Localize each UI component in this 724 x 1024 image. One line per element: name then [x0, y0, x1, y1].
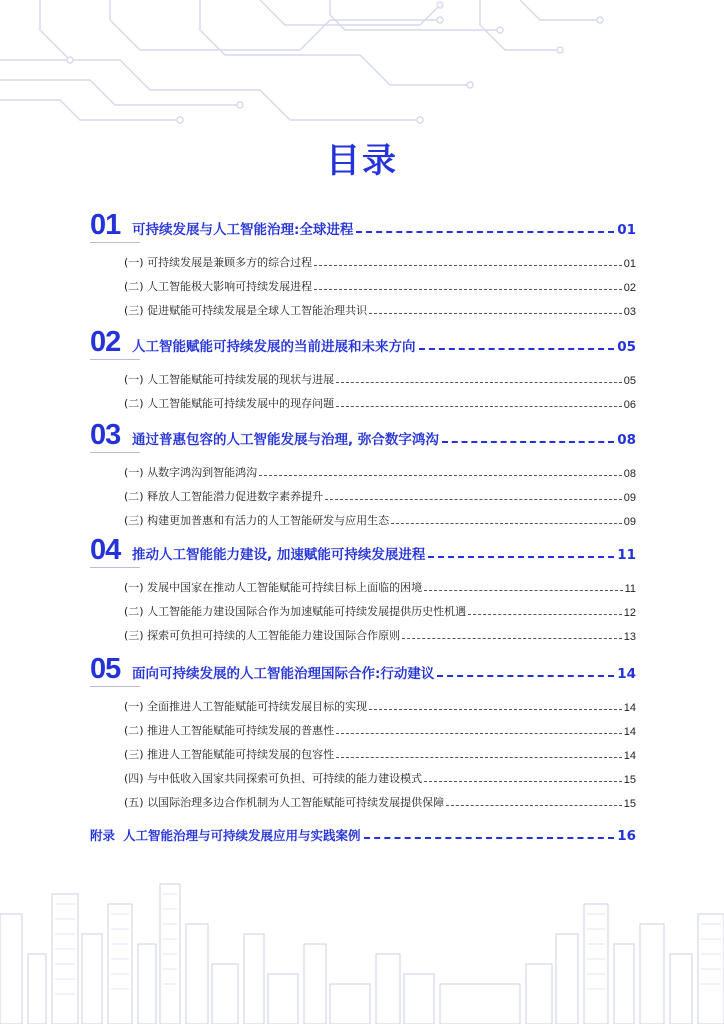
toc-item-text: (一) 从数字鸿沟到智能鸿沟	[124, 466, 258, 479]
dotted-leader	[402, 638, 622, 639]
toc-item-text: (二) 人工智能能力建设国际合作为加速赋能可持续发展提供历史性机遇	[124, 605, 467, 618]
section-number: 04	[90, 534, 121, 566]
section-number: 03	[90, 419, 121, 451]
dotted-leader	[391, 523, 622, 524]
toc-appendix[interactable]	[90, 824, 636, 846]
toc-item-page: 08	[623, 468, 636, 480]
dotted-leader	[369, 313, 622, 314]
page-title: 目录	[326, 141, 398, 181]
toc-item[interactable]	[90, 738, 636, 762]
toc-item[interactable]	[90, 270, 636, 294]
toc-item-text: (二) 人工智能赋能可持续发展中的现存问题	[124, 397, 335, 410]
toc-item[interactable]	[90, 619, 636, 643]
toc-item-page: 11	[624, 583, 636, 595]
section-divider	[90, 567, 140, 568]
dotted-leader	[314, 265, 622, 266]
dotted-leader	[325, 499, 622, 500]
toc-section[interactable]	[90, 416, 636, 528]
toc-item-text: (一) 人工智能赋能可持续发展的现状与进展	[124, 373, 335, 386]
toc-item-text: (三) 构建更加普惠和有活力的人工智能研发与应用生态	[124, 514, 390, 527]
dotted-leader	[468, 614, 622, 615]
toc-item[interactable]	[90, 480, 636, 504]
section-heading[interactable]: 可持续发展与人工智能治理:全球进程	[132, 222, 354, 238]
section-number: 05	[90, 653, 121, 685]
toc-item[interactable]	[90, 786, 636, 810]
section-number: 01	[90, 209, 121, 241]
toc-item[interactable]	[90, 504, 636, 528]
section-heading[interactable]: 面向可持续发展的人工智能治理国际合作:行动建议	[132, 666, 435, 682]
dotted-leader	[424, 781, 622, 782]
dotted-leader	[446, 805, 622, 806]
toc-item-text: (二) 推进人工智能赋能可持续发展的普惠性	[124, 724, 335, 737]
toc-section[interactable]	[90, 531, 636, 643]
toc-item-page: 01	[623, 258, 636, 270]
dotted-leader	[336, 733, 622, 734]
toc-item-text: (一) 全面推进人工智能赋能可持续发展目标的实现	[124, 700, 368, 713]
toc-item[interactable]	[90, 363, 636, 387]
dotted-leader	[437, 675, 614, 677]
toc-item-text: (五) 以国际治理多边合作机制为人工智能赋能可持续发展提供保障	[124, 796, 445, 809]
dotted-leader	[336, 382, 622, 383]
section-number: 02	[90, 326, 121, 358]
toc-item[interactable]	[90, 456, 636, 480]
dotted-leader	[356, 231, 614, 233]
toc-item[interactable]	[90, 571, 636, 595]
section-divider	[90, 242, 140, 243]
toc-item-page: 06	[623, 399, 636, 411]
toc-item[interactable]	[90, 762, 636, 786]
toc-item[interactable]	[90, 294, 636, 318]
section-divider	[90, 686, 140, 687]
section-page-number: 14	[617, 666, 636, 682]
toc-item-page: 09	[623, 492, 636, 504]
section-heading[interactable]: 推动人工智能能力建设, 加速赋能可持续发展进程	[132, 547, 426, 563]
toc-item-page: 13	[623, 631, 636, 643]
toc-item-page: 15	[623, 774, 636, 786]
toc-item-text: (一) 发展中国家在推动人工智能赋能可持续目标上面临的困境	[124, 581, 423, 594]
toc-item-page: 02	[623, 282, 636, 294]
section-page-number: 08	[617, 432, 636, 448]
section-page-number: 05	[617, 339, 636, 355]
dotted-leader	[336, 757, 622, 758]
toc-item-page: 14	[623, 750, 636, 762]
toc-item[interactable]	[90, 690, 636, 714]
toc-section[interactable]	[90, 650, 636, 810]
dotted-leader	[428, 556, 614, 558]
toc-item[interactable]	[90, 387, 636, 411]
toc-item-text: (二) 释放人工智能潜力促进数字素养提升	[124, 490, 324, 503]
section-page-number: 11	[617, 547, 636, 563]
toc-item-page: 14	[623, 702, 636, 714]
dotted-leader	[259, 475, 622, 476]
section-page-number: 01	[617, 222, 636, 238]
dotted-leader	[364, 837, 615, 839]
toc-item-text: (二) 人工智能极大影响可持续发展进程	[124, 280, 313, 293]
toc-item[interactable]	[90, 246, 636, 270]
dotted-leader	[314, 289, 622, 290]
toc-section[interactable]	[90, 323, 636, 411]
toc-item-text: (四) 与中低收入国家共同探索可负担、可持续的能力建设模式	[124, 772, 423, 785]
section-divider	[90, 359, 140, 360]
dotted-leader	[369, 709, 622, 710]
toc-item-page: 05	[623, 375, 636, 387]
section-heading[interactable]: 通过普惠包容的人工智能发展与治理, 弥合数字鸿沟	[132, 432, 439, 448]
dotted-leader	[419, 348, 615, 350]
toc-item-page: 09	[623, 516, 636, 528]
appendix-heading[interactable]: 人工智能治理与可持续发展应用与实践案例	[123, 828, 361, 843]
appendix-page-number: 16	[617, 828, 636, 844]
section-heading[interactable]: 人工智能赋能可持续发展的当前进展和未来方向	[132, 339, 416, 355]
dotted-leader	[442, 441, 614, 443]
dotted-leader	[336, 406, 622, 407]
toc-item[interactable]	[90, 714, 636, 738]
toc-section[interactable]	[90, 206, 636, 318]
circuit-decoration	[0, 0, 724, 130]
city-skyline-decoration	[0, 874, 724, 1024]
dotted-leader	[424, 590, 623, 591]
toc-item-page: 03	[623, 306, 636, 318]
toc-item[interactable]	[90, 595, 636, 619]
toc-item-text: (一) 可持续发展是兼顾多方的综合过程	[124, 256, 313, 269]
toc-item-page: 15	[623, 798, 636, 810]
toc-item-text: (三) 促进赋能可持续发展是全球人工智能治理共识	[124, 304, 368, 317]
toc-item-page: 14	[623, 726, 636, 738]
section-divider	[90, 452, 140, 453]
appendix-label: 附录	[90, 828, 116, 843]
toc-item-text: (三) 推进人工智能赋能可持续发展的包容性	[124, 748, 335, 761]
toc-item-page: 12	[623, 607, 636, 619]
toc-item-text: (三) 探索可负担可持续的人工智能能力建设国际合作原则	[124, 629, 401, 642]
